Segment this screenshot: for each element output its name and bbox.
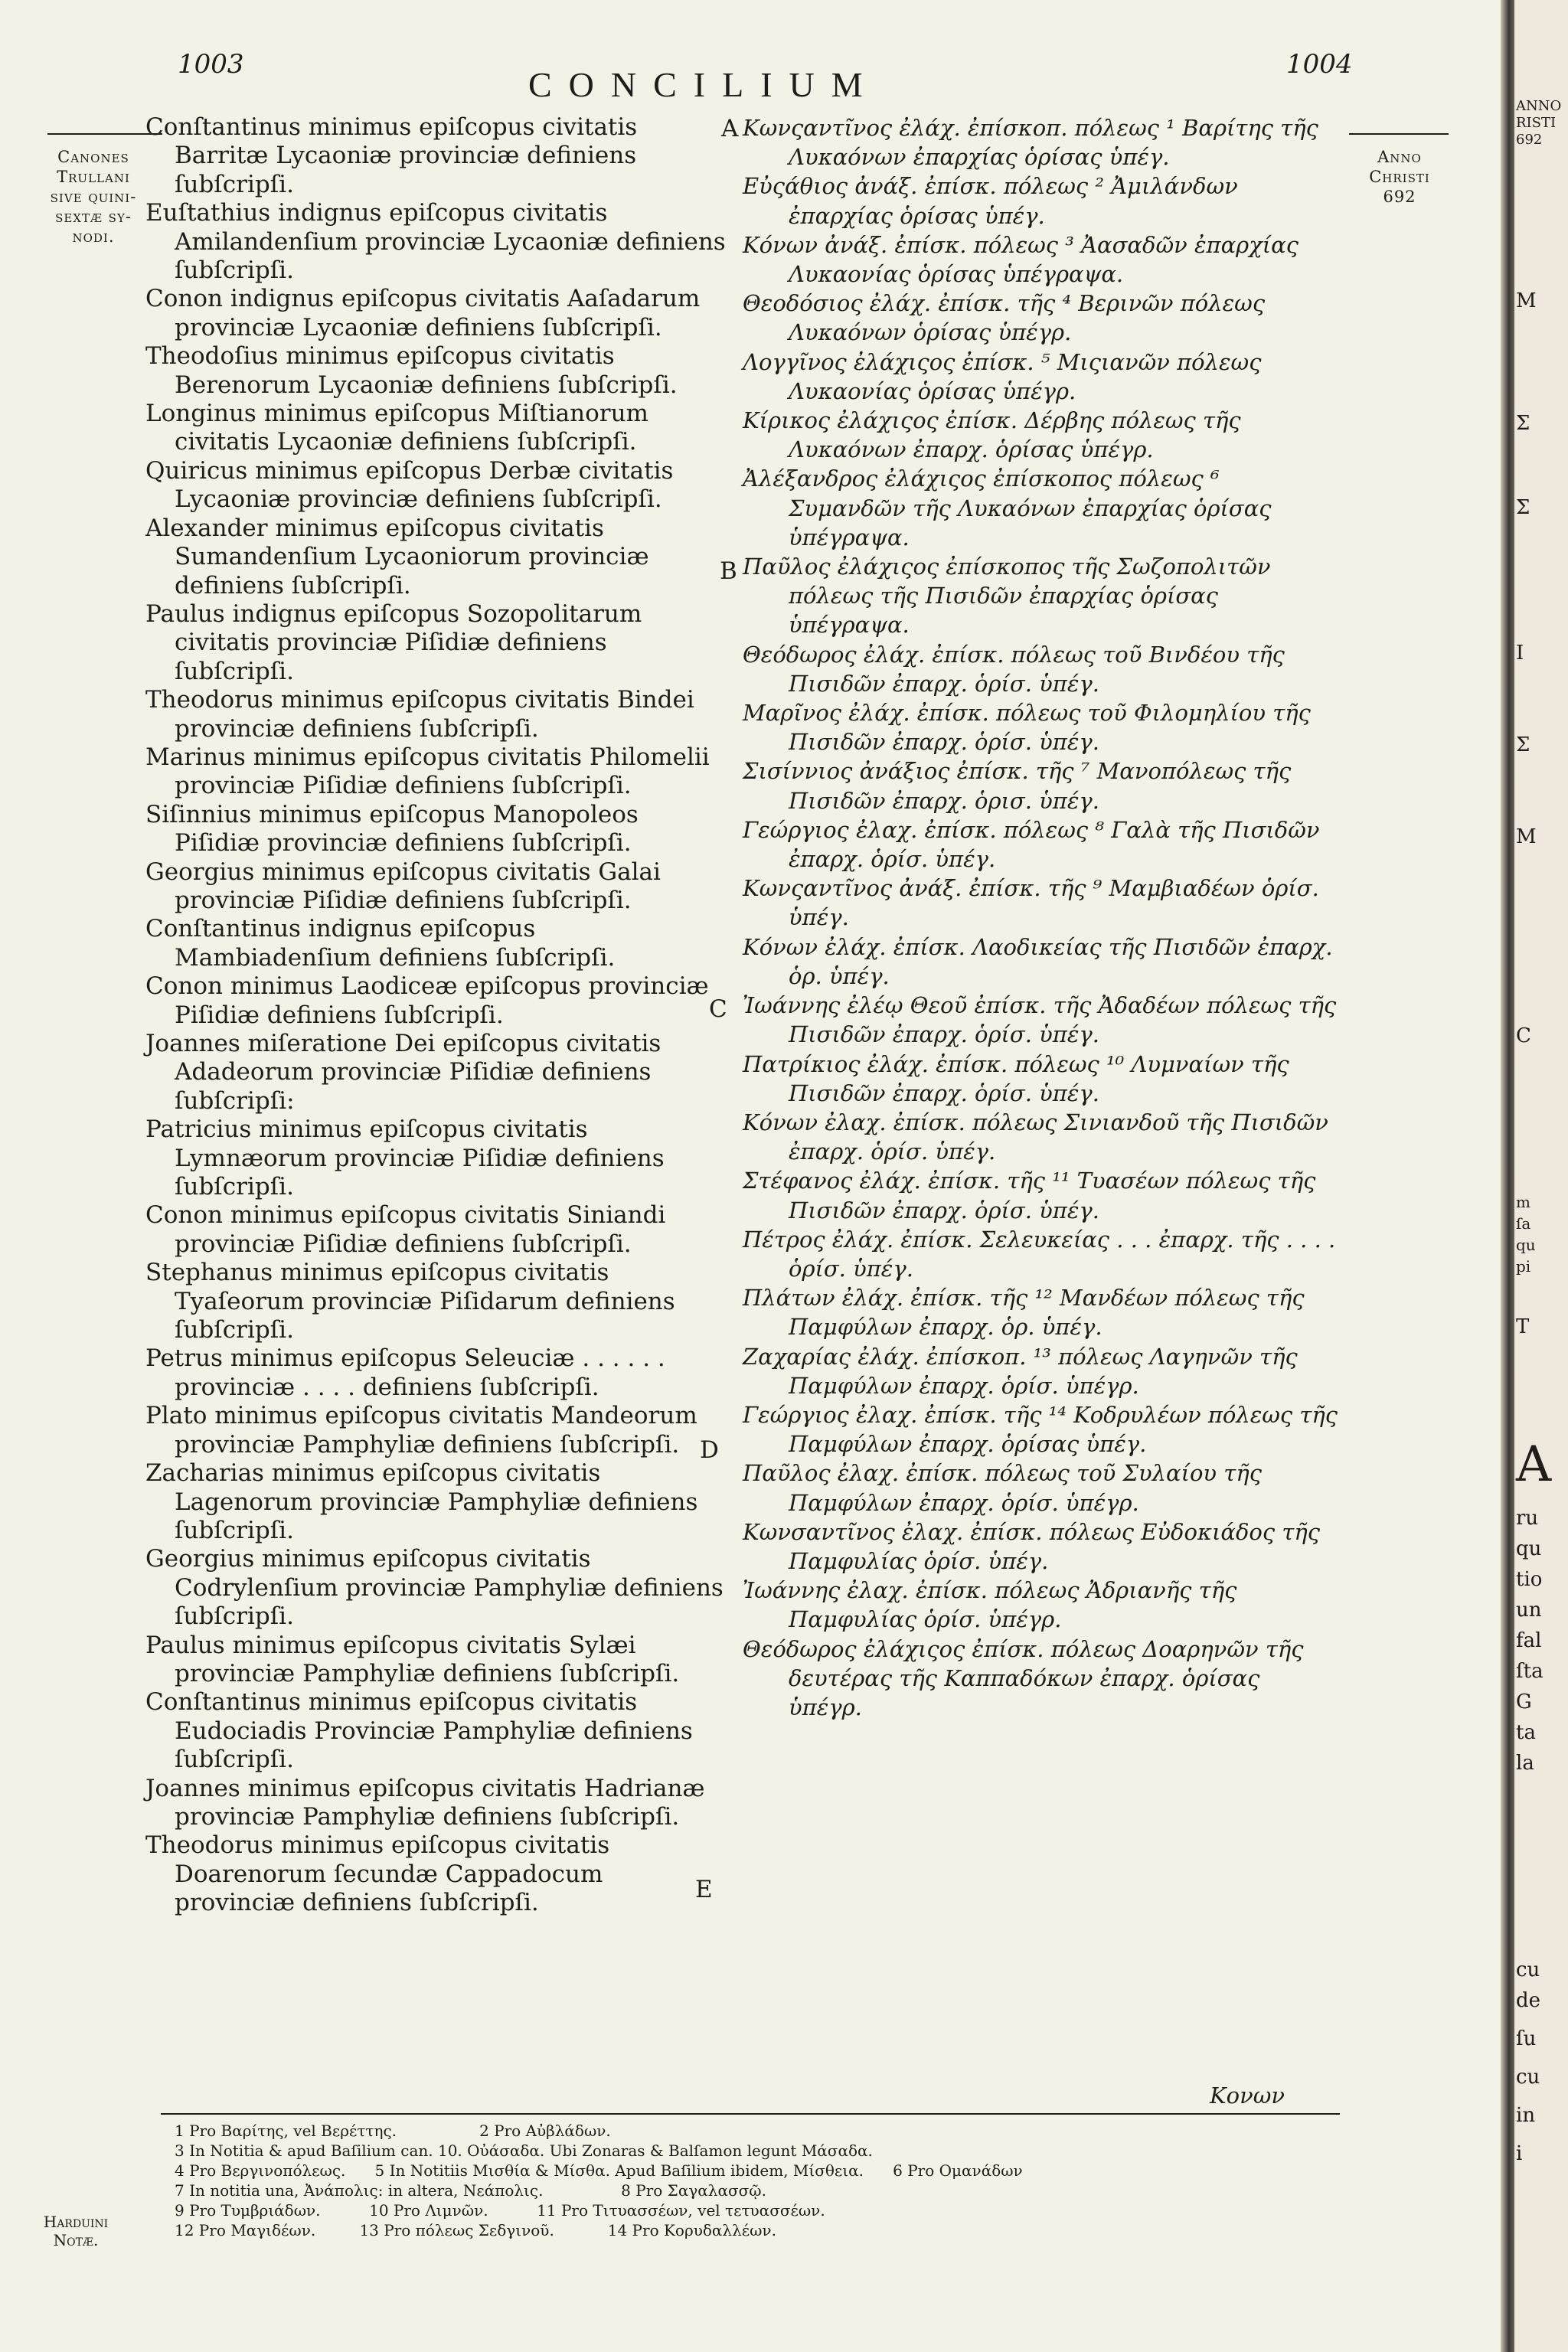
greek-column — [743, 113, 1340, 1722]
latin-entry: Theodorus minimus epiſcopus civitatis Doarenorum ſecundæ Cappadocum provinciæ definiens ſubſcripſi. — [145, 1831, 610, 1917]
greek-entry: Λογγῖνος ἐλάχιςος ἐπίσκ. ⁵ Μιςιανῶν πόλεως Λυκαονίας ὁρίσας ὑπέγρ. — [743, 348, 1262, 404]
next-page-edge — [1514, 0, 1568, 2352]
latin-entry: Siſinnius minimus epiſcopus Manopoleos Piſidiæ provinciæ definiens ſubſcripſi. — [145, 800, 639, 858]
latin-entry: Marinus minimus epiſcopus civitatis Philomelii provinciæ Piſidiæ definiens ſubſcripſi. — [145, 743, 710, 800]
section-marker-e: E — [695, 1876, 713, 1903]
greek-entry: Θεοδόσιος ἐλάχ. ἐπίσκ. τῆς ⁴ Βερινῶν πόλεως Λυκαόνων ὁρίσας ὑπέγρ. — [743, 290, 1266, 346]
greek-entry: Εὐςάθιος ἀνάξ. ἐπίσκ. πόλεως ² Ἀμιλάνδων ἐπαρχίας ὁρίσας ὑπέγ. — [743, 173, 1238, 229]
next-page-fragment: Σ — [1516, 412, 1530, 435]
latin-entry: Conſtantinus minimus epiſcopus civitatis Eudociadis Provinciæ Pamphyliæ definiens ſubſcripſi. — [145, 1688, 693, 1774]
harduini-notae-label — [34, 2213, 118, 2249]
next-page-fragment: la — [1516, 1752, 1534, 1775]
greek-entry: Κόνων ἐλαχ. ἐπίσκ. πόλεως Σινιανδοῦ τῆς Πισιδῶν ἐπαρχ. ὁρίσ. ὑπέγ. — [743, 1109, 1328, 1165]
sidenote-anno-christi — [1354, 147, 1446, 207]
next-page-fragment: de — [1516, 1989, 1541, 2012]
greek-entry: Κωνσαντῖνος ἐλαχ. ἐπίσκ. πόλεως Εὐδοκιάδος τῆς Παμφυλίας ὁρίσ. ὑπέγ. — [743, 1518, 1320, 1574]
next-page-fragment: in — [1516, 2104, 1536, 2127]
latin-entry: Quiricus minimus epiſcopus Derbæ civitatis Lycaoniæ provinciæ definiens ſubſcripſi. — [145, 456, 674, 514]
greek-entry: Κόνων ἀνάξ. ἐπίσκ. πόλεως ³ Ἀασαδῶν ἐπαρχίας Λυκαονίας ὁρίσας ὑπέγραψα. — [743, 231, 1298, 288]
right-margin-rule — [1349, 133, 1449, 135]
greek-entry: Πλάτων ἐλάχ. ἐπίσκ. τῆς ¹² Μανδέων πόλεως τῆς Παμφύλων ἐπαρχ. ὁρ. ὑπέγ. — [743, 1285, 1305, 1341]
greek-entry: Γεώργιος ἐλαχ. ἐπίσκ. τῆς ¹⁴ Κοδρυλέων πόλεως τῆς Παμφύλων ἐπαρχ. ὁρίσας ὑπέγ. — [743, 1401, 1338, 1458]
latin-entry: Theodorus minimus epiſcopus civitatis Bindei provinciæ definiens ſubſcripſi. — [145, 686, 694, 743]
footnote-line: 9 Pro Τυμβριάδων. 10 Pro Λιμνῶν. 11 Pro Τιτυασσέων, vel τετυασσέων. — [175, 2201, 825, 2220]
greek-entry: Πατρίκιος ἐλάχ. ἐπίσκ. πόλεως ¹⁰ Λυμναίων τῆς Πισιδῶν ἐπαρχ. ὁρίσ. ὑπέγ. — [743, 1050, 1289, 1106]
sidenote-line: sextæ sy- — [55, 207, 132, 226]
book-gutter — [1501, 0, 1514, 2352]
greek-entry: Ζαχαρίας ἐλάχ. ἐπίσκοπ. ¹³ πόλεως Λαγηνῶν τῆς Παμφύλων ἐπαρχ. ὁρίσ. ὑπέγρ. — [743, 1343, 1298, 1399]
footnote-rule — [161, 2113, 1340, 2115]
right-page-number: 1004 — [1286, 49, 1353, 80]
greek-entry: Ἀλέξανδρος ἐλάχιςος ἐπίσκοπος πόλεως ⁶ Συμανδῶν τῆς Λυκαόνων ἐπαρχίας ὁρίσας ὑπέγραψα. — [743, 466, 1272, 550]
next-page-fragment: Σ — [1516, 496, 1530, 519]
next-page-fragment: ſa — [1516, 1214, 1531, 1233]
next-page-fragment: C — [1516, 1024, 1531, 1047]
sidenote-line: Christi — [1369, 168, 1430, 186]
greek-entry: Θεόδωρος ἐλάχ. ἐπίσκ. πόλεως τοῦ Βινδέου τῆς Πισιδῶν ἐπαρχ. ὁρίσ. ὑπέγ. — [743, 641, 1285, 697]
next-page-fragment: m — [1516, 1193, 1530, 1211]
latin-entry: Patricius minimus epiſcopus civitatis Lymnæorum provinciæ Piſidiæ definiens ſubſcripſi. — [145, 1116, 665, 1201]
next-page-fragment: fal — [1516, 1629, 1542, 1652]
footnotes — [175, 2121, 1338, 2240]
greek-entry: Στέφανος ἐλάχ. ἐπίσκ. τῆς ¹¹ Τυασέων πόλεως τῆς Πισιδῶν ἐπαρχ. ὁρίσ. ὑπέγ. — [743, 1168, 1316, 1223]
sidenote-line: 692 — [1383, 188, 1416, 206]
latin-column — [145, 113, 727, 1918]
latin-entry: Paulus minimus epiſcopus civitatis Sylæi provinciæ Pamphyliæ definiens ſubſcripſi. — [145, 1631, 680, 1687]
left-page-number: 1003 — [178, 49, 244, 80]
sidenote-canones — [40, 147, 147, 247]
greek-entry: Παῦλος ἐλαχ. ἐπίσκ. πόλεως τοῦ Συλαίου τῆς Παμφύλων ἐπαρχ. ὁρίσ. ὑπέγρ. — [743, 1460, 1262, 1516]
footnote-line: 7 In notitia una, Ἀνάπολις: in altera, Νεάπολις. 8 Pro Σαγαλασσῷ. — [175, 2181, 766, 2200]
latin-entry: Paulus indignus epiſcopus Sozopolitarum civitatis provinciæ Piſidiæ definiens ſubſcripſi. — [145, 599, 642, 685]
footnote-line: 12 Pro Μαγιδέων. 13 Pro πόλεως Σεδγινοῦ. 14 Pro Κορυδαλλέων. — [175, 2221, 776, 2239]
next-page-fragment: qu — [1516, 1537, 1542, 1560]
sidenote-line: Canones — [57, 148, 129, 166]
latin-entry: Conſtantinus minimus epiſcopus civitatis Barritæ Lycaoniæ provinciæ definiens ſubſcripſi. — [145, 113, 638, 198]
footnote-line: 4 Pro Βεργινοπόλεως. 5 In Notitiis Μισθία & Μίσθα. Apud Baſilium ibidem, Μίσθεια. 6 Pro Ομανάδων — [175, 2161, 1023, 2180]
latin-entry: Joannes miſeratione Dei epiſcopus civitatis Adadeorum provinciæ Piſidiæ definiens ſubſcripſi: — [145, 1030, 662, 1115]
latin-entry: Conon indignus epiſcopus civitatis Aaſadarum provinciæ Lycaoniæ definiens ſubſcripſi. — [145, 285, 701, 341]
section-marker-b: B — [720, 557, 737, 585]
greek-entry: Πέτρος ἐλάχ. ἐπίσκ. Σελευκείας . . . ἐπαρχ. τῆς . . . . ὁρίσ. ὑπέγ. — [743, 1226, 1336, 1282]
next-page-fragment: tio — [1516, 1568, 1543, 1591]
greek-entry: Μαρῖνος ἐλάχ. ἐπίσκ. πόλεως τοῦ Φιλομηλίου τῆς Πισιδῶν ἐπαρχ. ὁρίσ. ὑπέγ. — [743, 700, 1311, 756]
footnotes-label-line: Harduini — [43, 2213, 109, 2231]
latin-entry: Georgius minimus epiſcopus civitatis Codrylenſium provinciæ Pamphyliæ definiens ſubſcripſi. — [145, 1545, 724, 1631]
greek-entry: Σισίννιος ἀνάξιος ἐπίσκ. τῆς ⁷ Μανοπόλεως τῆς Πισιδῶν ἐπαρχ. ὁρισ. ὑπέγ. — [743, 758, 1292, 814]
greek-entry: Θεόδωρος ἐλάχιςος ἐπίσκ. πόλεως Δοαρηνῶν τῆς δευτέρας τῆς Καππαδόκων ἐπαρχ. ὁρίσας ὑπέγρ. — [743, 1635, 1304, 1720]
next-page-fragment: ta — [1516, 1721, 1536, 1744]
latin-entry: Zacharias minimus epiſcopus civitatis Lagenorum provinciæ Pamphyliæ definiens ſubſcripſi. — [145, 1459, 698, 1544]
section-marker-d: D — [700, 1436, 719, 1464]
greek-entry: Ἰωάννης ἐλέῳ Θεοῦ ἐπίσκ. τῆς Ἀδαδέων πόλεως τῆς Πισιδῶν ἐπαρχ. ὁρίσ. ὑπέγ. — [743, 992, 1337, 1048]
latin-entry: Stephanus minimus epiſcopus civitatis Tyaſeorum provinciæ Piſidarum definiens ſubſcripſi. — [145, 1259, 675, 1344]
section-marker-c: C — [709, 995, 727, 1023]
section-marker-a: A — [721, 115, 739, 142]
footnote-line: 1 Pro Βαρίτης, vel Βερέττης. 2 Pro Αὐβλάδων. — [175, 2122, 611, 2140]
latin-entry: Euſtathius indignus epiſcopus civitatis Amilandenſium provinciæ Lycaoniæ definiens ſubſcripſi. — [145, 199, 726, 285]
next-page-fragment: A — [1516, 1436, 1552, 1493]
latin-entry: Petrus minimus epiſcopus Seleuciæ . . . . . . provinciæ . . . . definiens ſubſcripſi. — [145, 1344, 665, 1401]
latin-entry: Conon minimus epiſcopus civitatis Siniandi provinciæ Piſidiæ definiens ſubſcripſi. — [145, 1201, 666, 1258]
next-page-fragment: un — [1516, 1599, 1542, 1622]
latin-entry: Joannes minimus epiſcopus civitatis Hadrianæ provinciæ Pamphyliæ definiens ſubſcripſi. — [145, 1774, 705, 1831]
next-page-fragment: ſta — [1516, 1660, 1544, 1683]
latin-entry: Longinus minimus epiſcopus Miſtianorum civitatis Lycaoniæ definiens ſubſcripſi. — [145, 400, 648, 456]
greek-entry: Κωνςαντῖνος ἐλάχ. ἐπίσκοπ. πόλεως ¹ Βαρίτης τῆς Λυκαόνων ἐπαρχίας ὁρίσας ὑπέγ. — [743, 115, 1318, 171]
next-page-fragment: ru — [1516, 1507, 1539, 1530]
latin-entry: Conon minimus Laodiceæ epiſcopus provinciæ Piſidiæ definiens ſubſcripſi. — [145, 972, 709, 1029]
latin-entry: Conſtantinus indignus epiſcopus Mambiadenſium definiens ſubſcripſi. — [145, 915, 616, 972]
footnotes-label-line: Notæ. — [53, 2231, 99, 2249]
sidenote-line: Anno — [1377, 148, 1422, 166]
greek-entry: Κωνςαντῖνος ἀνάξ. ἐπίσκ. τῆς ⁹ Μαμβιαδέων ὁρίσ. ὑπέγ. — [743, 875, 1319, 931]
next-page-fragment: Σ — [1516, 733, 1530, 756]
sidenote-line: Trullani — [57, 168, 130, 186]
sidenote-line: nodi. — [72, 227, 115, 246]
next-page-fragment: cu — [1516, 2066, 1540, 2089]
next-page-fragment: I — [1516, 642, 1524, 665]
next-page-fragment: ANNO — [1516, 98, 1562, 114]
next-page-fragment: cu — [1516, 1958, 1540, 1981]
next-page-fragment: 692 — [1516, 132, 1543, 148]
next-page-fragment: M — [1516, 825, 1537, 848]
next-page-fragment: i — [1516, 2142, 1523, 2165]
sidenote-line: sive quini- — [50, 188, 137, 206]
next-page-fragment: pi — [1516, 1257, 1531, 1276]
greek-entry: Ἰωάννης ἐλαχ. ἐπίσκ. πόλεως Ἀδριανῆς τῆς Παμφυλίας ὁρίσ. ὑπέγρ. — [743, 1577, 1237, 1633]
greek-entry: Κίρικος ἐλάχιςος ἐπίσκ. Δέρβης πόλεως τῆς Λυκαόνων ἐπαρχ. ὁρίσας ὑπέγρ. — [743, 407, 1241, 463]
catchword: Κονων — [1210, 2082, 1285, 2109]
latin-entry: Plato minimus epiſcopus civitatis Mandeorum provinciæ Pamphyliæ definiens ſubſcripſi. — [145, 1402, 697, 1459]
next-page-fragment: qu — [1516, 1236, 1536, 1254]
greek-entry: Γεώργιος ἐλαχ. ἐπίσκ. πόλεως ⁸ Γαλὰ τῆς Πισιδῶν ἐπαρχ. ὁρίσ. ὑπέγ. — [743, 816, 1320, 873]
next-page-fragment: T — [1516, 1315, 1530, 1338]
latin-entry: Alexander minimus epiſcopus civitatis Sumandenſium Lycaoniorum provinciæ definiens ſubſcripſi. — [145, 514, 649, 599]
next-page-fragment: RISTI — [1516, 115, 1557, 131]
next-page-fragment: ſu — [1516, 2027, 1537, 2050]
page-title: CONCILIUM — [528, 65, 880, 104]
latin-entry: Theodoſius minimus epiſcopus civitatis Berenorum Lycaoniæ definiens ſubſcripſi. — [145, 342, 678, 399]
greek-entry: Παῦλος ἐλάχιςος ἐπίσκοπος τῆς Σωζοπολιτῶν πόλεως τῆς Πισιδῶν ἐπαρχίας ὁρίσας ὑπέγραψα. — [743, 554, 1271, 639]
footnote-line: 3 In Notitia & apud Baſilium can. 10. Οὐάσαδα. Ubi Zonaras & Balſamon legunt Μάσαδα. — [175, 2141, 873, 2160]
next-page-fragment: G — [1516, 1690, 1532, 1713]
latin-entry: Georgius minimus epiſcopus civitatis Galai provinciæ Piſidiæ definiens ſubſcripſi. — [145, 858, 661, 914]
greek-entry: Κόνων ἐλάχ. ἐπίσκ. Λαοδικείας τῆς Πισιδῶν ἐπαρχ. ὁρ. ὑπέγ. — [743, 933, 1333, 989]
next-page-fragment: M — [1516, 289, 1537, 312]
